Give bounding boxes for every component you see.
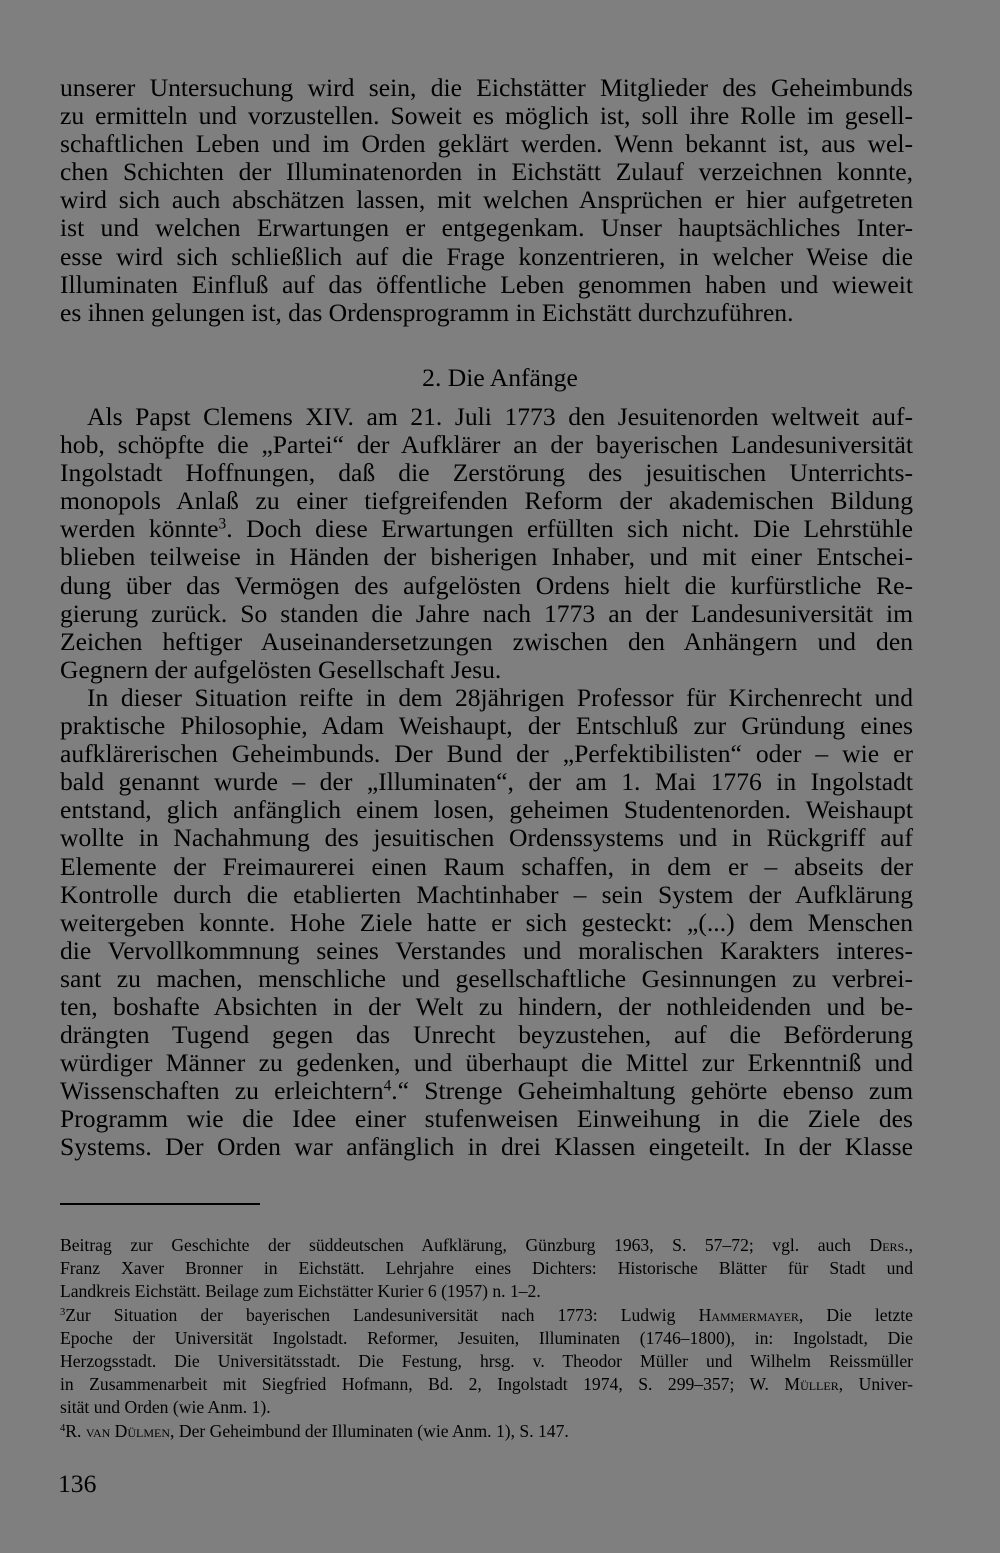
text-line: wollte in Nachahmung des jesuitischen Ordenssystems und in Rückgriff auf <box>60 823 913 853</box>
footnote-ref-4[interactable]: 4 <box>383 1077 392 1095</box>
text-line: gierung zurück. So standen die Jahre nach 1773 an der Landesuniversität im <box>60 598 913 628</box>
footnote-text: Univer- <box>858 1374 913 1395</box>
text-line: aufklärerischen Geheimbunds. Der Bund der „Perfektibilisten“ oder – wie er <box>60 739 913 769</box>
text-line: Gegnern der aufgelösten Gesellschaft Jesu. <box>60 654 502 684</box>
text-line: monopols Anlaß zu einer tiefgreifenden Reform der akademischen Bildung <box>60 486 913 516</box>
text-line: chen Schichten der Illuminatenorden in Eichstätt Zulauf verzeichnen konnte, <box>60 157 913 187</box>
footnote-text: R. <box>65 1420 82 1441</box>
footnote-text: Die letzte <box>826 1304 913 1325</box>
footnote-line: Epoche der Universität Ingolstadt. Reformer, Jesuiten, Illuminaten (1746–1800), in: Ingolstadt, Die <box>60 1327 913 1348</box>
text-line: blieben teilweise in Händen der bisherigen Inhaber, und mit einer Entschei- <box>60 542 913 572</box>
text-line: ten, boshafte Absichten in der Welt zu hindern, der nothleidenden und be- <box>60 991 913 1021</box>
text-line: wird sich auch abschätzen lassen, mit welchen Ansprüchen er hier aufgetreten <box>60 185 913 215</box>
text-line: In dieser Situation reifte in dem 28jährigen Professor für Kirchenrecht und <box>87 682 913 712</box>
text-line: Elemente der Freimaurerei einen Raum schaffen, in dem er – abseits der <box>60 851 913 881</box>
line-text: . Doch diese Erwartungen erfüllten sich nicht. Die Lehrstühle <box>226 514 913 544</box>
text-line <box>60 515 913 543</box>
footnote-text: Zur Situation der bayerischen Landesuniversität nach 1773: Ludwig <box>65 1304 676 1325</box>
text-line: ist und welchen Erwartungen er entgegenkam. Unser hauptsächliches Inter- <box>60 213 913 243</box>
footnote-ref-3[interactable]: 3 <box>218 515 227 533</box>
footnote-4 <box>60 1420 913 1443</box>
line-text: Wissenschaften zu erleichtern <box>60 1076 384 1106</box>
footnote-number: 4 <box>60 1422 66 1434</box>
footnote-line: Landkreis Eichstätt. Beilage zum Eichstätter Kurier 6 (1957) n. 1–2. <box>60 1281 541 1302</box>
text-line: Kontrolle durch die etablierten Machtinhaber – sein System der Aufklärung <box>60 879 913 909</box>
text-line: Ingolstadt Hoffnungen, daß die Zerstörung des jesuitischen Unterrichts- <box>60 458 913 488</box>
author-name: Hammermayer, <box>698 1304 804 1325</box>
text-line <box>60 1077 913 1105</box>
text-line: schaftlichen Leben und im Orden geklärt werden. Wenn bekannt ist, aus wel- <box>60 129 913 159</box>
text-line: praktische Philosophie, Adam Weishaupt, der Entschluß zur Gründung eines <box>60 711 913 741</box>
text-line: Programm wie die Idee einer stufenweisen Einweihung in die Ziele des <box>60 1104 913 1134</box>
text-line: es ihnen gelungen ist, das Ordensprogramm in Eichstätt durchzuführen. <box>60 297 794 327</box>
text-line: Als Papst Clemens XIV. am 21. Juli 1773 den Jesuitenorden weltweit auf- <box>87 402 913 431</box>
footnote-line: Herzogsstadt. Die Universitätsstadt. Die Festung, hrsg. v. Theodor Müller und Wilhelm Reissmüller <box>60 1351 913 1372</box>
text-line: die Vervollkommnung seines Verstandes und moralischen Karakters interes- <box>60 935 913 965</box>
text-line: Systems. Der Orden war anfänglich in drei Klassen eingeteilt. In der Klasse <box>60 1132 913 1162</box>
text-line: dung über das Vermögen des aufgelösten Ordens hielt die kurfürstliche Re- <box>60 570 913 600</box>
text-line: unserer Untersuchung wird sein, die Eichstätter Mitglieder des Geheimbunds <box>60 73 913 102</box>
page-number: 136 <box>58 1469 97 1498</box>
intro-paragraph <box>60 74 913 327</box>
section-heading: 2. Die Anfänge <box>422 363 578 392</box>
section-body <box>60 403 913 1162</box>
text-line: hob, schöpfte die „Partei“ der Aufklärer an der bayerischen Landesuniversität <box>60 430 913 460</box>
footnote-line: sität und Orden (wie Anm. 1). <box>60 1397 271 1418</box>
footnote-text: in Zusammenarbeit mit Siegfried Hofmann, Bd. 2, Ingolstadt 1974, S. 299–357; W. <box>60 1374 769 1395</box>
author-name: Müller, <box>784 1374 844 1395</box>
text-line: esse wird sich schließlich auf die Frage konzentrieren, in welcher Weise die <box>60 241 913 271</box>
author-name: Ders., <box>869 1235 913 1255</box>
footnote-text: Beitrag zur Geschichte der süddeutschen Aufklärung, Günzburg 1963, S. 57–72; vgl. auch <box>60 1235 851 1255</box>
author-name: van Dülmen, <box>85 1420 175 1441</box>
text-line: weitergeben konnte. Hohe Ziele hatte er sich gesteckt: „(...) dem Menschen <box>60 907 913 937</box>
text-line: bald genannt wurde – der „Illuminaten“, der am 1. Mai 1776 in Ingolstadt <box>60 767 913 797</box>
text-line: Zeichen heftiger Auseinandersetzungen zwischen den Anhängern und den <box>60 626 913 656</box>
footnote-line <box>60 1234 913 1257</box>
text-line: zu ermitteln und vorzustellen. Soweit es möglich ist, soll ihre Rolle im gesell- <box>60 101 913 131</box>
footnotes <box>60 1234 913 1443</box>
text-line: Illuminaten Einfluß auf das öffentliche Leben genommen haben und wieweit <box>60 269 913 299</box>
text-line: drängten Tugend gegen das Unrecht beyzustehen, auf die Beförderung <box>60 1020 913 1050</box>
footnote-separator <box>60 1203 260 1205</box>
footnote-line: Franz Xaver Bronner in Eichstätt. Lehrjahre eines Dichters: Historische Blätter für Stadt und <box>60 1258 913 1279</box>
footnote-number: 3 <box>60 1306 66 1318</box>
text-line: würdiger Männer zu gedenken, und überhaupt die Mittel zur Erkenntniß und <box>60 1048 913 1078</box>
footnote-3 <box>60 1304 913 1327</box>
text-line: entstand, glich anfänglich einem losen, geheimen Studentenorden. Weishaupt <box>60 795 913 825</box>
footnote-text: Der Geheimbund der Illuminaten (wie Anm. 1), S. 147. <box>178 1420 569 1441</box>
text-line: sant zu machen, menschliche und gesellschaftliche Gesinnungen zu verbrei- <box>60 963 913 993</box>
line-text: werden könnte <box>60 514 219 544</box>
footnote-line <box>60 1373 913 1396</box>
line-text: .“ Strenge Geheimhaltung gehörte ebenso zum <box>391 1076 913 1106</box>
